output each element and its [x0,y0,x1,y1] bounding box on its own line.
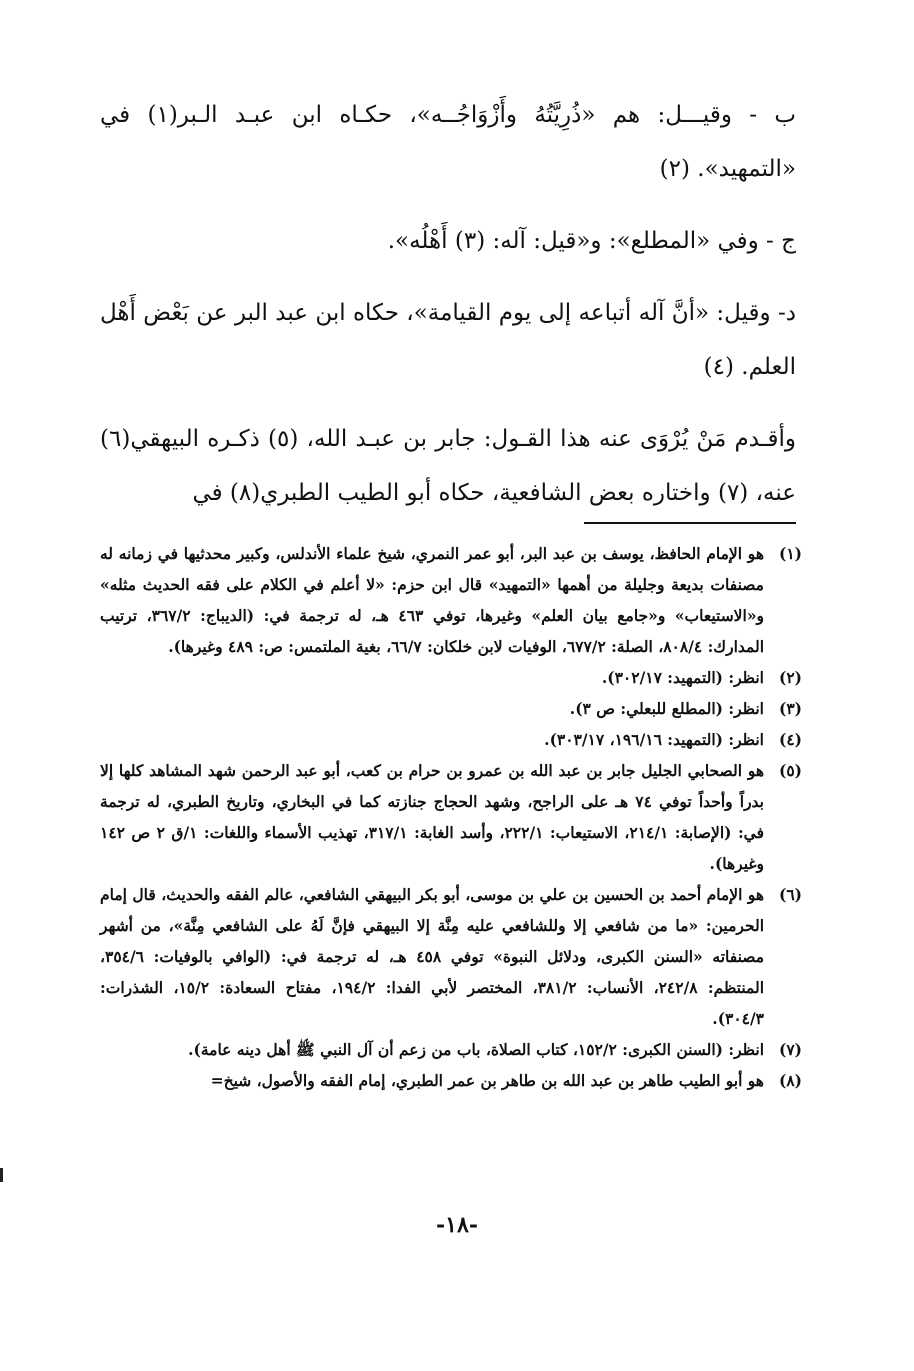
scan-edge-mark [0,1168,3,1182]
footnote-4 [100,724,802,755]
footnote-text: هو الصحابي الجليل جابر بن عبد الله بن عمرو بن حرام بن كعب، أبو عبد الرحمن شهد المشاهد كلها إلا بدراً وأحداً توفي ٧٤ هـ على الراجح، وشهد الحجاج جنازته كما في البخاري، وتاريخ الطبري، له ترجمة في: (الإصابة: ٢١٤/١، الاستيعاب: ٢٢٢/١، وأسد الغابة: ٣١٧/١، تهذيب الأسماء واللغات: ١/ق ٢ ص ١٤٢ وغيرها). [100,761,765,873]
footnote-5 [100,755,802,879]
footnote-number: (١) [778,544,802,563]
footnotes [100,538,802,1096]
footnote-text: انظر: (التمهيد: ٣٠٢/١٧). [601,668,764,687]
footnote-7 [100,1034,802,1065]
footnote-text: انظر: (السنن الكبرى: ١٥٢/٢، كتاب الصلاة، باب من زعم أن آل النبي ﷺ أهل دينه عامة). [188,1040,764,1059]
footnote-number: (٧) [778,1040,802,1059]
footnote-text: انظر: (التمهيد: ١٩٦/١٦، ٣٠٣/١٧). [544,730,764,749]
footnote-text: هو الإمام أحمد بن الحسين بن علي بن موسى، أبو بكر البيهقي الشافعي، عالم الفقه والحديث، قال إمام الحرمين: «ما من شافعي إلا وللشافعي عليه مِنَّة إلا البيهقي فإنَّ لَهُ على الشافعي مِنَّة»، من أشهر مصنفاته «السنن الكبرى، ودلائل النبوة» توفي ٤٥٨ هـ، له ترجمة في: (الوافي بالوفيات: ٣٥٤/٦، المنتظم: ٢٤٢/٨، الأنساب: ٣٨١/٢، المختصر لأبي الفدا: ١٩٤/٢، مفتاح السعادة: ١٥/٢، الشذرات: ٣٠٤/٣). [100,885,765,1028]
footnote-number: (٢) [778,668,802,687]
footnote-number: (٥) [778,761,802,780]
footnote-separator [584,522,796,524]
footnote-number: (٤) [778,730,802,749]
footnote-3 [100,693,802,724]
paragraph-j: ج - وفي «المطلع»: و«قيل: آله: (٣) أَهْلُه». [387,228,796,254]
footnote-2 [100,662,802,693]
footnote-1 [100,538,802,662]
footnote-6 [100,879,802,1034]
footnote-text: انظر: (المطلع للبعلي: ص ٣). [569,699,764,718]
paragraph-d: د- وقيل: «أنَّ آله أتباعه إلى يوم القيامة»، حكاه ابن عبد البر عن بَعْض أَهْل العلم. (٤) [100,300,796,380]
footnote-number: (٨) [778,1071,802,1090]
footnote-8 [100,1065,802,1096]
main-text [100,88,796,520]
footnote-number: (٣) [778,699,802,718]
paragraph-b: ب - وقيـــل: هم «ذُرِيَّتُهُ وأَزْوَاجُــه»، حكـاه ابن عبـد الـبر(١) في «التمهيد». (٢) [100,102,796,182]
footnote-text: هو الإمام الحافظ، يوسف بن عبد البر، أبو عمر النمري، شيخ علماء الأندلس، وكبير محدثيها في زمانه له مصنفات بديعة وجليلة من أهمها «التمهيد» قال ابن حزم: «لا أعلم في الكلام على فقه الحديث مثله» و«الاستيعاب» و«جامع بيان العلم» وغيرها، توفي ٤٦٣ هـ، له ترجمة في: (الديباج: ٣٦٧/٢، ترتيب المدارك: ٨٠٨/٤، الصلة: ٦٧٧/٢، الوفيات لابن خلكان: ٦٦/٧، بغية الملتمس: ص: ٤٨٩ وغيرها). [100,544,764,656]
paragraph-oldest-reporter: وأقـدم مَنْ يُرْوَى عنه هذا القـول: جابر بن عبـد الله، (٥) ذكـره البيهقي(٦) عنه، (٧) واختاره بعض الشافعية، حكاه أبو الطيب الطبري(٨) في [100,426,796,506]
page-number: -١٨- [436,1212,478,1238]
footnote-number: (٦) [778,885,802,904]
footnote-text: هو أبو الطيب طاهر بن عبد الله بن طاهر بن عمر الطبري، إمام الفقه والأصول، شيخ= [210,1071,764,1090]
